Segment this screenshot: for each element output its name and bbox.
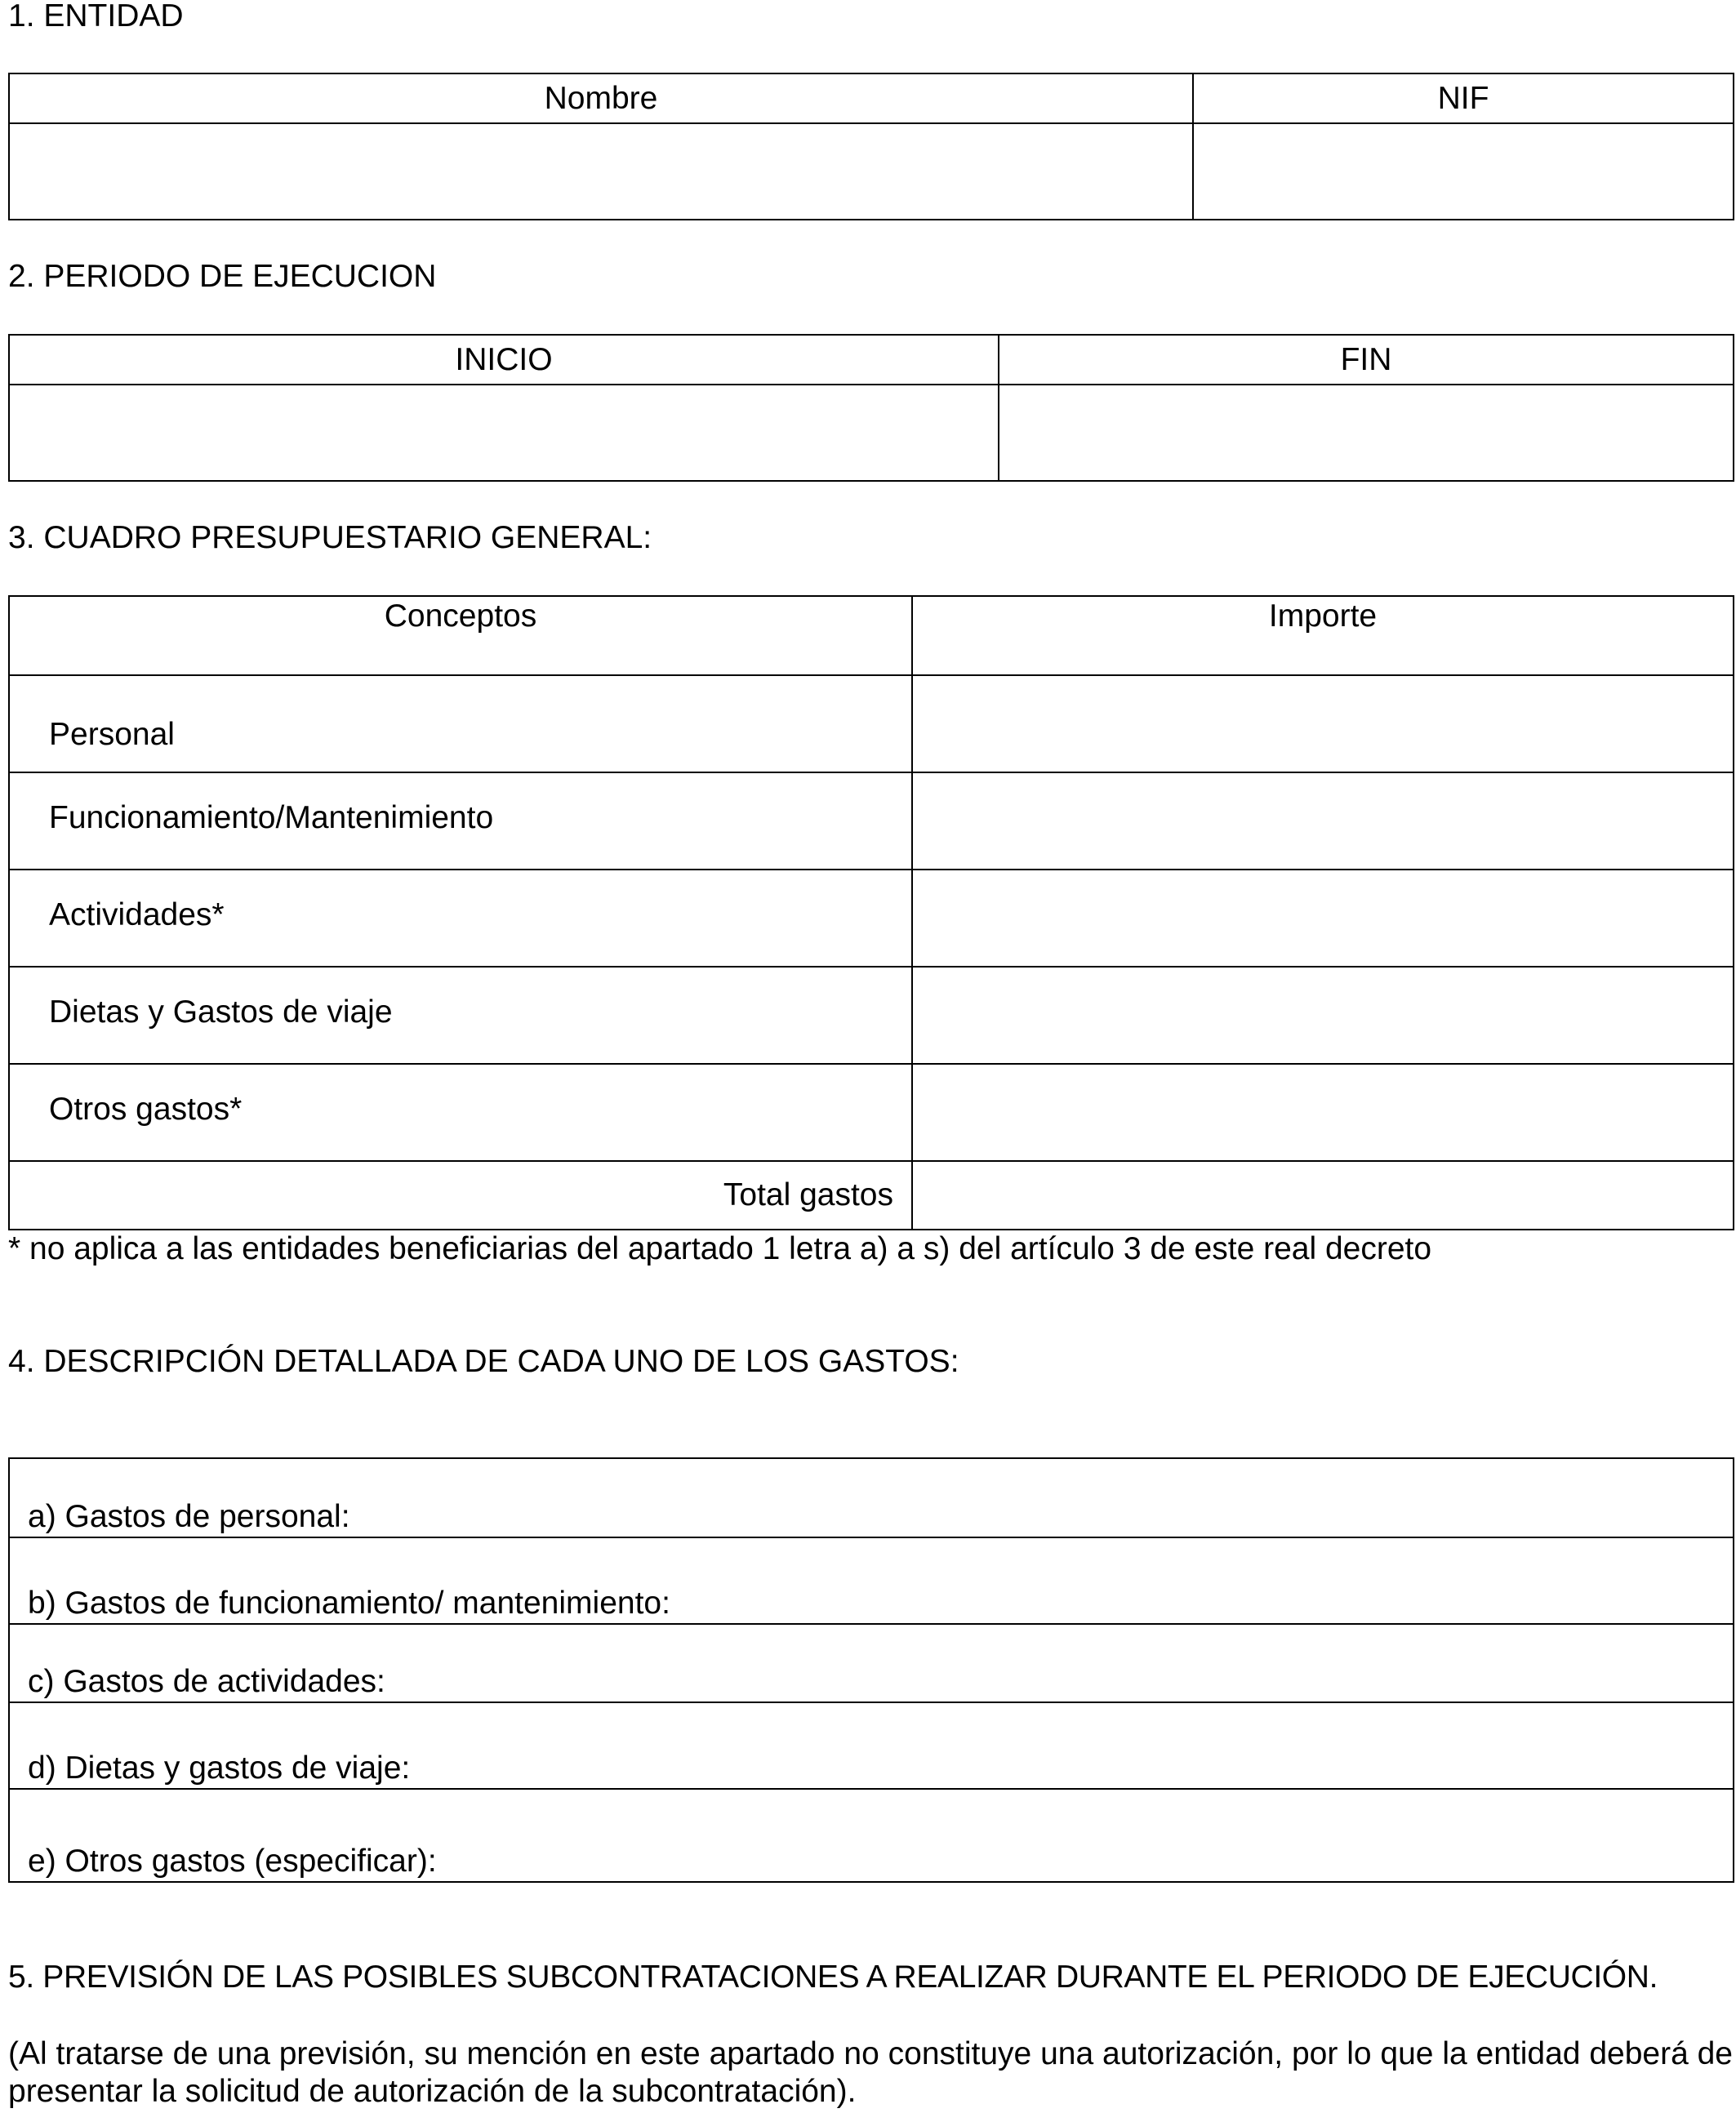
importe-actividades-field[interactable] [912,870,1734,967]
section-1-title: 1. ENTIDAD [8,0,184,33]
descripcion-item-b[interactable]: b) Gastos de funcionamiento/ mantenimiento: [9,1537,1734,1624]
concepto-otros: Otros gastos* [9,1064,912,1161]
section-5-title: 5. PREVISIÓN DE LAS POSIBLES SUBCONTRATACIONES A REALIZAR DURANTE EL PERIODO DE EJECUCIÓN. [8,1960,1658,1995]
descripcion-item-d[interactable]: d) Dietas y gastos de viaje: [9,1702,1734,1789]
concepto-actividades: Actividades* [9,870,912,967]
nif-field[interactable] [1193,123,1734,220]
descripcion-item-c[interactable]: c) Gastos de actividades: [9,1624,1734,1702]
concepto-personal: Personal [9,675,912,772]
fin-field[interactable] [999,385,1734,481]
section-3-title: 3. CUADRO PRESUPUESTARIO GENERAL: [8,520,652,555]
entidad-table [8,73,1734,220]
descripcion-item-e[interactable]: e) Otros gastos (especificar): [9,1789,1734,1882]
presupuesto-table [8,595,1734,1230]
total-gastos-field[interactable] [912,1161,1734,1230]
importe-dietas-field[interactable] [912,967,1734,1064]
nombre-field[interactable] [9,123,1193,220]
conceptos-header: Conceptos [9,596,912,675]
inicio-field[interactable] [9,385,999,481]
total-gastos-label: Total gastos [9,1161,912,1230]
periodo-table [8,334,1734,482]
presupuesto-footnote: * no aplica a las entidades beneficiarias del apartado 1 letra a) a s) del artículo 3 de este real decreto [8,1231,1432,1266]
nombre-header: Nombre [9,73,1193,123]
inicio-header: INICIO [9,335,999,385]
section-2-title: 2. PERIODO DE EJECUCION [8,259,437,294]
concepto-funcionamiento: Funcionamiento/Mantenimiento [9,772,912,870]
importe-header: Importe [912,596,1734,675]
importe-personal-field[interactable] [912,675,1734,772]
importe-otros-field[interactable] [912,1064,1734,1161]
importe-funcionamiento-field[interactable] [912,772,1734,870]
fin-header: FIN [999,335,1734,385]
section-5-note: (Al tratarse de una previsión, su mención en este apartado no constituye una autorización, por lo que la entidad deberá de presentar la solicitud de autorización de la subcontratación). [8,2036,1733,2109]
nif-header: NIF [1193,73,1734,123]
concepto-dietas: Dietas y Gastos de viaje [9,967,912,1064]
descripcion-table [8,1457,1734,1883]
descripcion-item-a[interactable]: a) Gastos de personal: [9,1458,1734,1537]
section-4-title: 4. DESCRIPCIÓN DETALLADA DE CADA UNO DE LOS GASTOS: [8,1344,959,1379]
